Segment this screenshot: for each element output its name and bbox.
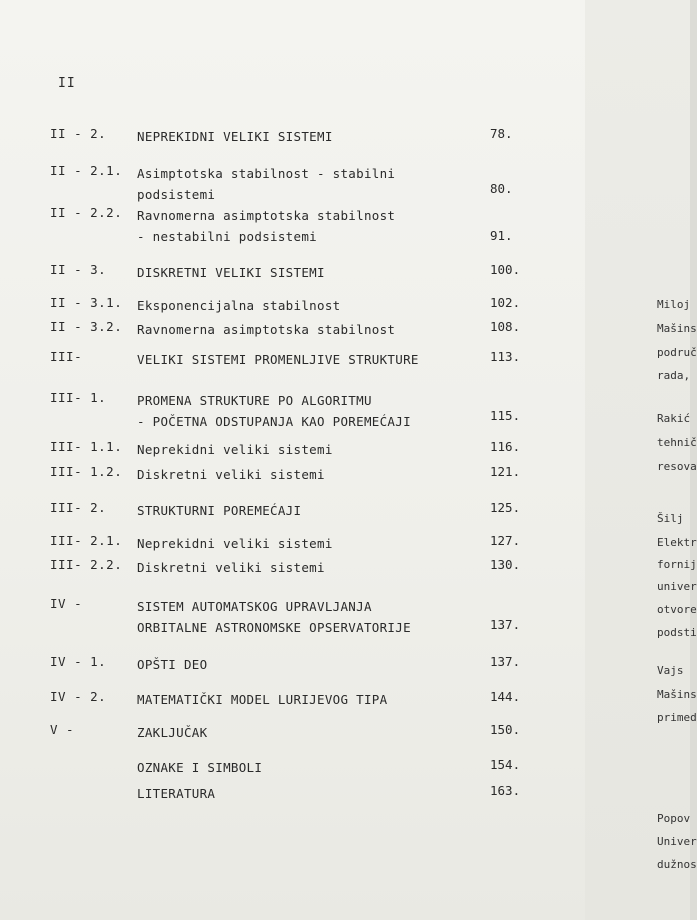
toc-entry-title-line: PROMENA STRUKTURE PO ALGORITMU <box>137 393 372 408</box>
toc-entry-title-line: SISTEM AUTOMATSKOG UPRAVLJANJA <box>137 599 372 614</box>
toc-entry-title <box>137 783 215 804</box>
toc-entry-page: 154. <box>490 757 521 772</box>
toc-entry-title-line: Ravnomerna asimptotska stabilnost <box>137 322 396 337</box>
toc-entry-title-line: Neprekidni veliki sistemi <box>137 442 333 457</box>
toc-entry-title <box>137 349 419 370</box>
toc-entry-page: 80. <box>490 181 513 196</box>
adjacent-page-line: univer <box>657 580 697 593</box>
toc-entry-title-line: VELIKI SISTEMI PROMENLJIVE STRUKTURE <box>137 352 419 367</box>
toc-entry-title <box>137 439 333 460</box>
toc-entry-title-line: Asimptotska stabilnost - stabilni <box>137 166 396 181</box>
toc-entry-title <box>137 654 207 675</box>
adjacent-page-line: otvore <box>657 603 697 616</box>
toc-entry-title-line: podsistemi <box>137 187 216 202</box>
adjacent-page-line: fornij <box>657 558 697 571</box>
toc-entry-title <box>137 319 395 340</box>
toc-entry-title <box>137 722 207 743</box>
toc-entry-code: II - 3.2. <box>50 319 123 334</box>
toc-entry-code: III- 2.2. <box>50 557 123 572</box>
toc-entry-title <box>137 689 387 710</box>
toc-entry-title-line: LITERATURA <box>137 786 216 801</box>
toc-entry-code: III- 1.2. <box>50 464 123 479</box>
toc-entry-page: 150. <box>490 722 521 737</box>
toc-entry-code: III- 1.1. <box>50 439 123 454</box>
adjacent-page-line: Rakić <box>657 412 691 425</box>
toc-entry-title <box>137 262 325 283</box>
toc-entry-title <box>137 126 333 147</box>
toc-entry-title-line: Diskretni veliki sistemi <box>137 467 325 482</box>
toc-entry-title <box>137 163 395 205</box>
toc-entry-code: II - 2.2. <box>50 205 123 220</box>
adjacent-page-line: Popov <box>657 812 691 825</box>
toc-entry-title <box>137 205 395 247</box>
adjacent-page-line: područ <box>657 346 697 359</box>
toc-entry-code: III- 2. <box>50 500 107 515</box>
toc-entry-title-line: OPŠTI DEO <box>137 657 208 672</box>
adjacent-page-line: resova <box>657 460 697 473</box>
adjacent-page-line: Mašins <box>657 688 697 701</box>
toc-entry-title-line: ORBITALNE ASTRONOMSKE OPSERVATORIJE <box>137 620 411 635</box>
adjacent-page-line: Elektr <box>657 536 697 549</box>
adjacent-page-line: dužnos <box>657 858 697 871</box>
adjacent-page-line: Šilj <box>657 512 684 525</box>
toc-entry-title <box>137 596 411 638</box>
toc-entry-title-line: DISKRETNI VELIKI SISTEMI <box>137 265 325 280</box>
toc-entry-title-line: MATEMATIČKI MODEL LURIJEVOG TIPA <box>137 692 388 707</box>
toc-entry-page: 113. <box>490 349 521 364</box>
toc-entry-title-line: OZNAKE I SIMBOLI <box>137 760 263 775</box>
toc-entry-title <box>137 757 262 778</box>
adjacent-page-line: primed <box>657 711 697 724</box>
toc-entry-page: 116. <box>490 439 521 454</box>
toc-entry-code: IV - 1. <box>50 654 107 669</box>
toc-entry-page: 130. <box>490 557 521 572</box>
toc-entry-page: 91. <box>490 228 513 243</box>
toc-entry-page: 137. <box>490 654 521 669</box>
toc-entry-title-line: - nestabilni podsistemi <box>137 229 317 244</box>
toc-entry-page: 78. <box>490 126 513 141</box>
toc-entry-title-line: ZAKLJUČAK <box>137 725 208 740</box>
toc-entry-page: 163. <box>490 783 521 798</box>
toc-entry-title <box>137 390 411 432</box>
toc-entry-title-line: Ravnomerna asimptotska stabilnost <box>137 208 396 223</box>
toc-entry-title-line: Neprekidni veliki sistemi <box>137 536 333 551</box>
toc-entry-title <box>137 500 301 521</box>
toc-entry-title <box>137 464 325 485</box>
toc-entry-code: II - 3. <box>50 262 107 277</box>
toc-entry-page: 125. <box>490 500 521 515</box>
adjacent-page-line: rada, <box>657 369 691 382</box>
toc-entry-page: 108. <box>490 319 521 334</box>
toc-entry-title <box>137 533 333 554</box>
toc-entry-code: V - <box>50 722 75 737</box>
adjacent-page-line: tehnič <box>657 436 697 449</box>
toc-entry-code: II - 2.1. <box>50 163 123 178</box>
toc-entry-page: 121. <box>490 464 521 479</box>
toc-entry-page: 137. <box>490 617 521 632</box>
page-number: II <box>58 76 76 91</box>
adjacent-page-line: Miloj <box>657 298 691 311</box>
toc-entry-title-line: Diskretni veliki sistemi <box>137 560 325 575</box>
toc-entry-title <box>137 557 325 578</box>
toc-entry-page: 100. <box>490 262 521 277</box>
toc-entry-title-line: - POČETNA ODSTUPANJA KAO POREMEĆAJI <box>137 414 411 429</box>
adjacent-page-line: Vajs <box>657 664 684 677</box>
toc-entry-title-line: NEPREKIDNI VELIKI SISTEMI <box>137 129 333 144</box>
adjacent-page-line: podsti <box>657 626 697 639</box>
toc-entry-page: 115. <box>490 408 521 423</box>
toc-entry-code: IV - 2. <box>50 689 107 704</box>
toc-entry-code: IV - <box>50 596 83 611</box>
toc-entry-title-line: STRUKTURNI POREMEĆAJI <box>137 503 302 518</box>
adjacent-page-line: Univer <box>657 835 697 848</box>
toc-entry-page: 127. <box>490 533 521 548</box>
toc-entry-code: III- <box>50 349 83 364</box>
toc-entry-code: III- 2.1. <box>50 533 123 548</box>
toc-entry-code: II - 3.1. <box>50 295 123 310</box>
toc-entry-code: III- 1. <box>50 390 107 405</box>
toc-entry-title-line: Eksponencijalna stabilnost <box>137 298 341 313</box>
toc-entry-code: II - 2. <box>50 126 107 141</box>
toc-entry-page: 102. <box>490 295 521 310</box>
adjacent-page-line: Mašins <box>657 322 697 335</box>
toc-entry-page: 144. <box>490 689 521 704</box>
toc-entry-title <box>137 295 340 316</box>
